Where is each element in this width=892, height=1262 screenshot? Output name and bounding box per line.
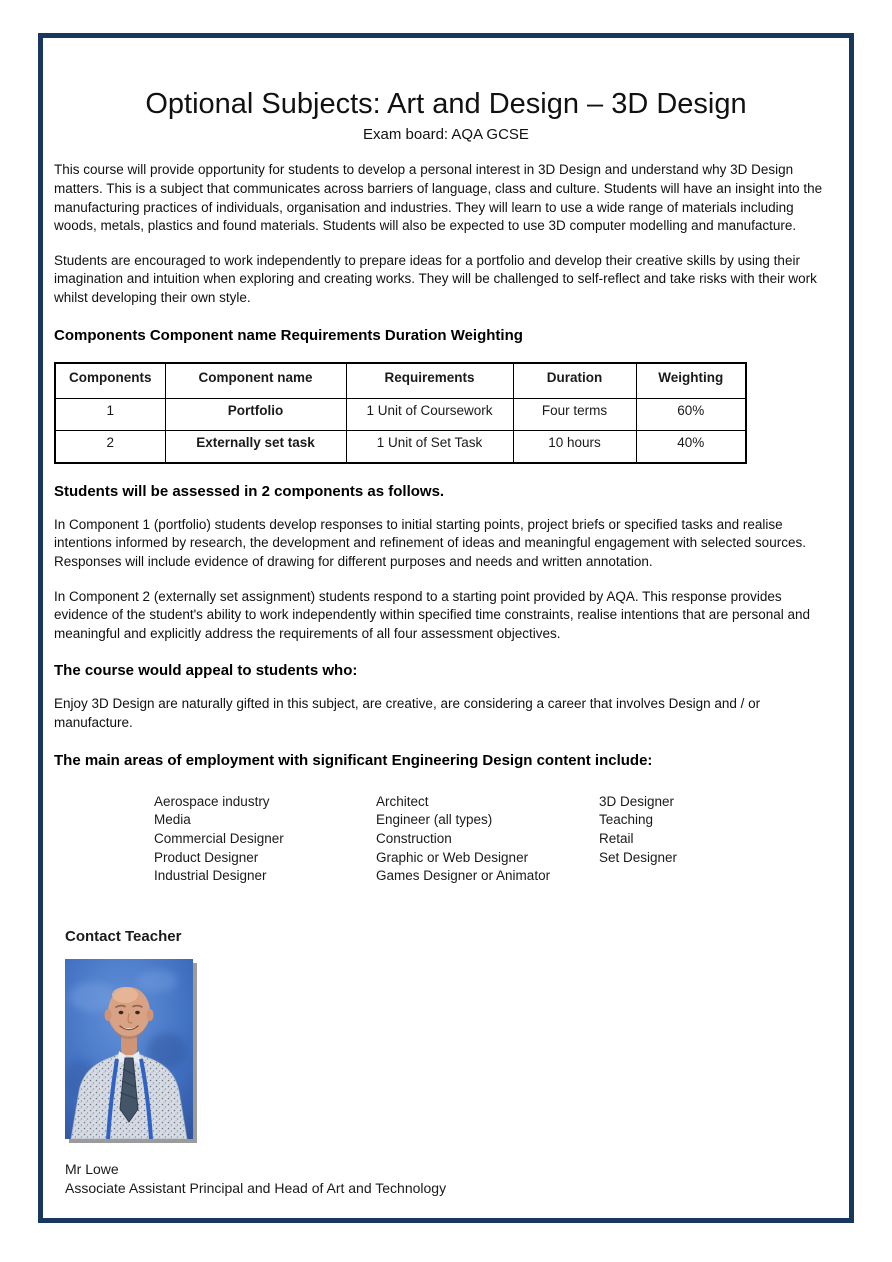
employment-heading: The main areas of employment with significant Engineering Design content include: (54, 751, 653, 769)
list-item: Aerospace industry (154, 793, 270, 809)
list-item: Product Designer (154, 849, 259, 865)
list-item: 3D Designer (599, 793, 675, 809)
components-table (54, 362, 747, 464)
table-cell: Portfolio (165, 398, 346, 430)
table-cell: 60% (636, 398, 746, 430)
document-page (38, 33, 854, 1223)
table-cell: 1 Unit of Set Task (346, 430, 513, 463)
employment-column-1 (154, 793, 376, 886)
employment-list (154, 793, 838, 886)
appeal-paragraph: Enjoy 3D Design are naturally gifted in this subject, are creative, are considering a career that involves Design and / or manufacture. (54, 696, 761, 731)
table-cell: 40% (636, 430, 746, 463)
table-header-row (55, 363, 746, 399)
table-row (55, 430, 746, 463)
list-item: Architect (376, 793, 429, 809)
list-item: Set Designer (599, 849, 678, 865)
intro-paragraph-1: This course will provide opportunity for students to develop a personal interest in 3D Design and understand why 3D Design matters. This is a subject that communicates across barriers of language, class and culture. Students will have an insight into the manufacturing practices of individuals, organisation and industries. They will learn to use a wide range of materials including woods, metals, plastics and found materials. Students will also be expected to use 3D computer modelling and manufacture. (54, 162, 823, 234)
table-header-cell: Weighting (636, 363, 746, 399)
list-item: Games Designer or Animator (376, 868, 551, 884)
list-item: Commercial Designer (154, 830, 284, 846)
intro-paragraph-2: Students are encouraged to work independently to prepare ideas for a portfolio and develop their creative skills by using their imagination and intuition when exploring and creating works. They will be challenged to self-reflect and take risks with their work whilst developing their own style. (54, 252, 817, 306)
teacher-photo (65, 959, 193, 1139)
table-cell: 1 (55, 398, 165, 430)
employment-column-3 (599, 793, 677, 886)
teacher-role: Associate Assistant Principal and Head of Art and Technology (65, 1179, 447, 1196)
document-content (43, 38, 849, 1198)
exam-board-subtitle: Exam board: AQA GCSE (363, 126, 529, 144)
teacher-name: Mr Lowe (65, 1160, 119, 1177)
assessment-paragraph-1: In Component 1 (portfolio) students develop responses to initial starting points, project briefs or specified tasks and realise intentions informed by research, the development and refinement of ideas and meaningful engagement with selected sources. Responses will include evidence of drawing for different purposes and needs and written annotation. (54, 516, 806, 569)
table-header-cell: Component name (165, 363, 346, 399)
assessment-heading: Students will be assessed in 2 components as follows. (54, 482, 445, 500)
list-item: Engineer (all types) (376, 812, 493, 828)
employment-column-2 (376, 793, 599, 886)
table-cell: 10 hours (513, 430, 636, 463)
list-item: Industrial Designer (154, 868, 267, 884)
contact-teacher-heading: Contact Teacher (65, 927, 182, 945)
assessment-paragraph-2: In Component 2 (externally set assignment) students respond to a starting point provided by AQA. This response provides evidence of the student's ability to work independently within specified time constraints, realise intentions that are personal and meaningful and explicitly address the requirements of all four assessment objectives. (54, 588, 811, 641)
appeal-heading: The course would appeal to students who: (54, 662, 358, 680)
list-item: Teaching (599, 812, 654, 828)
table-cell: 2 (55, 430, 165, 463)
table-header-cell: Components (55, 363, 165, 399)
table-header-cell: Duration (513, 363, 636, 399)
page-title: Optional Subjects: Art and Design – 3D Design (145, 88, 747, 120)
list-item: Construction (376, 830, 452, 846)
components-heading: Components Component name Requirements Duration Weighting (54, 326, 523, 344)
table-row (55, 398, 746, 430)
table-cell: 1 Unit of Coursework (346, 398, 513, 430)
list-item: Media (154, 812, 191, 828)
table-cell: Four terms (513, 398, 636, 430)
list-item: Retail (599, 830, 634, 846)
list-item: Graphic or Web Designer (376, 849, 529, 865)
table-cell: Externally set task (165, 430, 346, 463)
table-header-cell: Requirements (346, 363, 513, 399)
